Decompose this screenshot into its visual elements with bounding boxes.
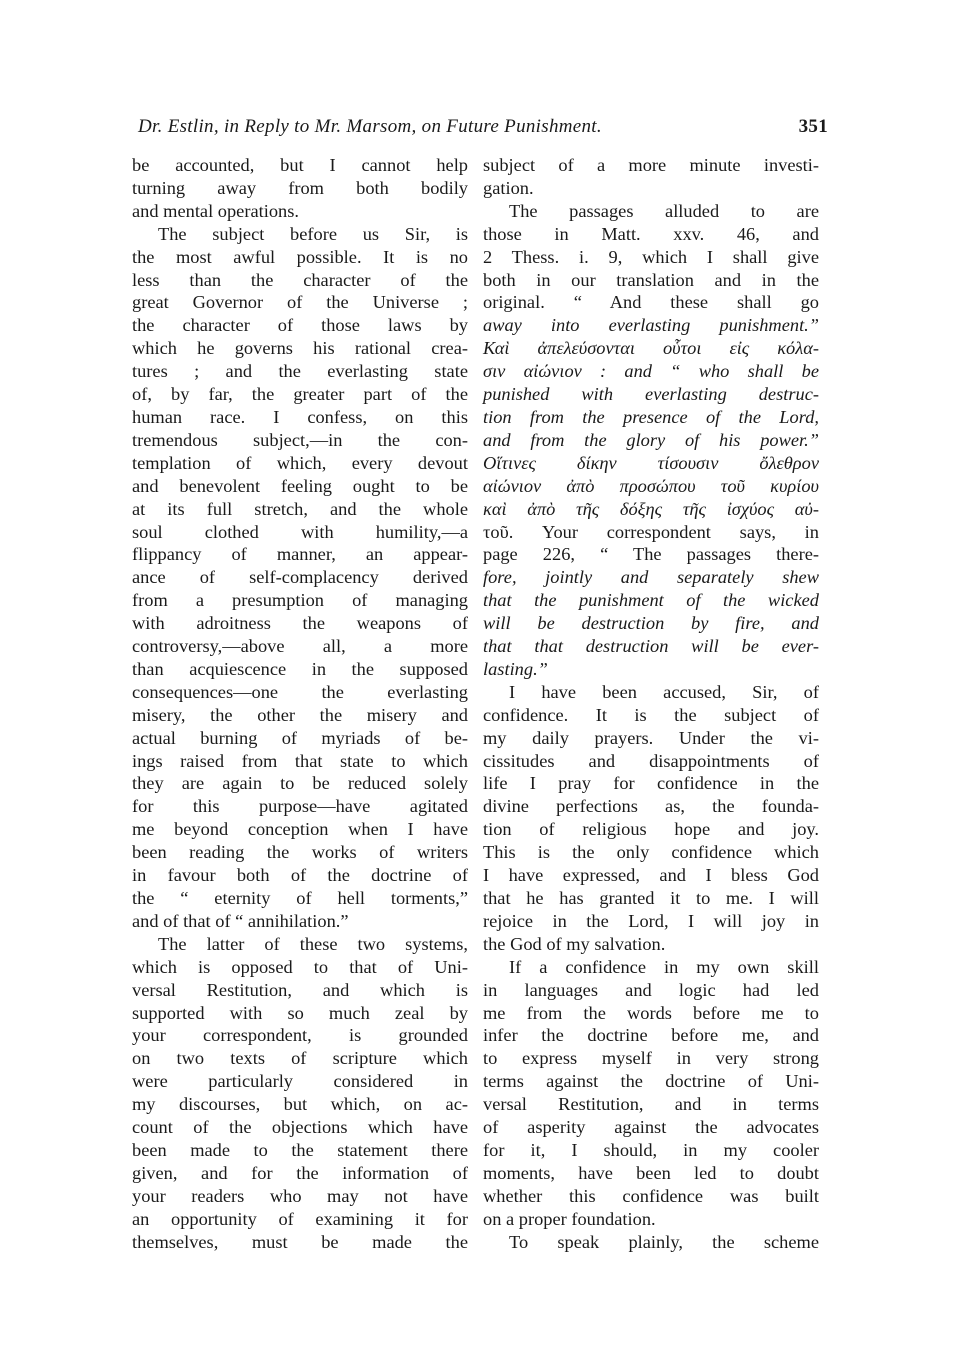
text-line: given, and for the information of [132, 1162, 468, 1183]
text-line: punished with everlasting destruc- [483, 384, 819, 405]
text-line: misery, the other the misery and [132, 704, 468, 725]
page-number: 351 [798, 116, 828, 137]
text-line: less than the character of the [132, 269, 468, 290]
text-line: that that destruction will be ever- [483, 636, 819, 657]
text-line: tion of religious hope and joy. [483, 819, 819, 840]
text-line: original. “ And these shall go [483, 292, 819, 313]
text-line: great Governor of the Universe ; [132, 292, 468, 313]
text-line: consequences—one the everlasting [132, 681, 468, 702]
text-line: rejoice in the Lord, I will joy in [483, 910, 819, 931]
text-line: This is the only confidence which [483, 842, 819, 863]
text-line: versal Restitution, and in terms [483, 1094, 819, 1115]
text-line: καὶ ἀπὸ τῆς δόξης τῆς ἰσχύος αὐ- [483, 498, 819, 519]
text-line: for this purpose—have agitated [132, 796, 468, 817]
text-line: supported with so much zeal by [132, 1002, 468, 1023]
text-line: the “ eternity of hell torments,” [132, 888, 468, 908]
right-column [483, 154, 819, 1254]
text-line: the God of my salvation. [483, 933, 666, 954]
text-line: both in our translation and in the [483, 269, 819, 290]
text-line: with adroitness the weapons of [132, 613, 468, 634]
text-line: for it, I should, in my cooler [483, 1139, 819, 1160]
text-line: I have expressed, and I bless God [483, 865, 819, 886]
text-line: gation. [483, 177, 534, 198]
text-line: τοῦ. Your correspondent says, in [483, 521, 819, 542]
text-line: The subject before us Sir, is [158, 223, 468, 244]
text-line: and of that of “ annihilation.” [132, 910, 349, 931]
text-line: soul clothed with humility,—a [132, 521, 468, 542]
text-line: ance of self-complacency derived [132, 567, 468, 588]
text-line: and from the glory of his power.” [483, 429, 819, 450]
text-line: controversy,—above all, a more [132, 636, 468, 657]
text-line: of, by far, the greater part of the [132, 384, 468, 405]
text-line: confidence. It is the subject of [483, 704, 819, 725]
text-line: count of the objections which have [132, 1117, 468, 1138]
text-line: will be destruction by fire, and [483, 613, 819, 634]
text-line: templation of which, every devout [132, 452, 468, 473]
text-line: which is opposed to that of Uni- [132, 956, 468, 977]
text-line: your readers who may not have [132, 1185, 468, 1206]
text-line: αἰώνιον ἀπὸ προσώπου τοῦ κυρίου [483, 475, 819, 496]
text-line: been made to the statement there [132, 1139, 468, 1160]
text-line: life I pray for confidence in the [483, 773, 819, 794]
text-line: than acquiescence in the supposed [132, 658, 468, 679]
text-line: be accounted, but I cannot help [132, 155, 468, 175]
text-line: from a presumption of managing [132, 590, 468, 611]
text-line: been reading the works of writers [132, 842, 468, 863]
text-line: whether this confidence was built [483, 1185, 819, 1206]
text-line: were particularly considered in [132, 1071, 468, 1092]
text-line: me from the words before me to [483, 1002, 819, 1023]
text-line: in languages and logic had led [483, 979, 819, 1000]
text-line: in favour both of the doctrine of [132, 865, 468, 886]
running-header [138, 116, 828, 138]
text-line: lasting.” [483, 658, 548, 679]
text-line: themselves, must be made the [132, 1231, 468, 1252]
text-line: which he governs his rational crea- [132, 338, 468, 359]
text-line: the character of those laws by [132, 315, 468, 336]
text-line: tion from the presence of the Lord, [483, 406, 819, 427]
text-line: my daily prayers. Under the vi- [483, 727, 819, 748]
text-line: human race. I confess, on this [132, 406, 468, 427]
text-line: I have been accused, Sir, of [509, 681, 819, 702]
text-line: flippancy of manner, an appear- [132, 544, 468, 565]
text-line: your correspondent, is grounded [132, 1025, 468, 1046]
text-line: on two texts of scripture which [132, 1048, 468, 1069]
text-line: tures ; and the everlasting state [132, 361, 468, 382]
text-line: versal Restitution, and which is [132, 979, 468, 1000]
text-line: cissitudes and disappointments of [483, 750, 819, 771]
text-line: the most awful possible. It is no [132, 246, 468, 267]
text-line: tremendous subject,—in the con- [132, 429, 468, 450]
text-line: The passages alluded to are [509, 200, 819, 221]
text-line: and benevolent feeling ought to be [132, 475, 468, 496]
text-line: ings raised from that state to which [132, 750, 468, 771]
text-line: terms against the doctrine of Uni- [483, 1071, 819, 1092]
text-line: of asperity against the advocates [483, 1117, 819, 1138]
text-line: 2 Thess. i. 9, which I shall give [483, 246, 819, 267]
text-line: infer the doctrine before me, and [483, 1025, 819, 1046]
text-line: subject of a more minute investi- [483, 155, 819, 175]
text-line: those in Matt. xxv. 46, and [483, 223, 819, 244]
text-line: If a confidence in my own skill [509, 956, 819, 977]
text-line: an opportunity of examining it for [132, 1208, 468, 1229]
text-line: that he has granted it to me. I will [483, 888, 819, 908]
text-line: and mental operations. [132, 200, 299, 221]
text-line: Οἵτινες δίκην τίσουσιν ὄλεθρον [483, 452, 819, 473]
text-line: away into everlasting punishment.” [483, 315, 819, 336]
running-title: Dr. Estlin, in Reply to Mr. Marsom, on Future Punishment. [138, 116, 602, 137]
text-line: that the punishment of the wicked [483, 590, 819, 611]
text-line: page 226, “ The passages there- [483, 544, 819, 565]
left-column [132, 154, 468, 1254]
text-line: σιν αἰώνιον : and “ who shall be [483, 361, 819, 382]
text-line: fore, jointly and separately shew [483, 567, 819, 588]
text-line: on a proper foundation. [483, 1208, 656, 1229]
text-line: they are again to be reduced solely [132, 773, 468, 794]
text-line: Καὶ ἀπελεύσονται οὗτοι εἰς κόλα- [483, 338, 819, 359]
text-line: at its full stretch, and the whole [132, 498, 468, 519]
text-line: The latter of these two systems, [158, 933, 468, 954]
text-line: turning away from both bodily [132, 177, 468, 198]
text-line: to express myself in very strong [483, 1048, 819, 1069]
text-line: actual burning of myriads of be- [132, 727, 468, 748]
text-line: To speak plainly, the scheme [509, 1231, 819, 1252]
text-line: my discourses, but which, on ac- [132, 1094, 468, 1115]
text-line: moments, have been led to doubt [483, 1162, 819, 1183]
text-line: me beyond conception when I have [132, 819, 468, 840]
text-line: divine perfections as, the founda- [483, 796, 819, 817]
